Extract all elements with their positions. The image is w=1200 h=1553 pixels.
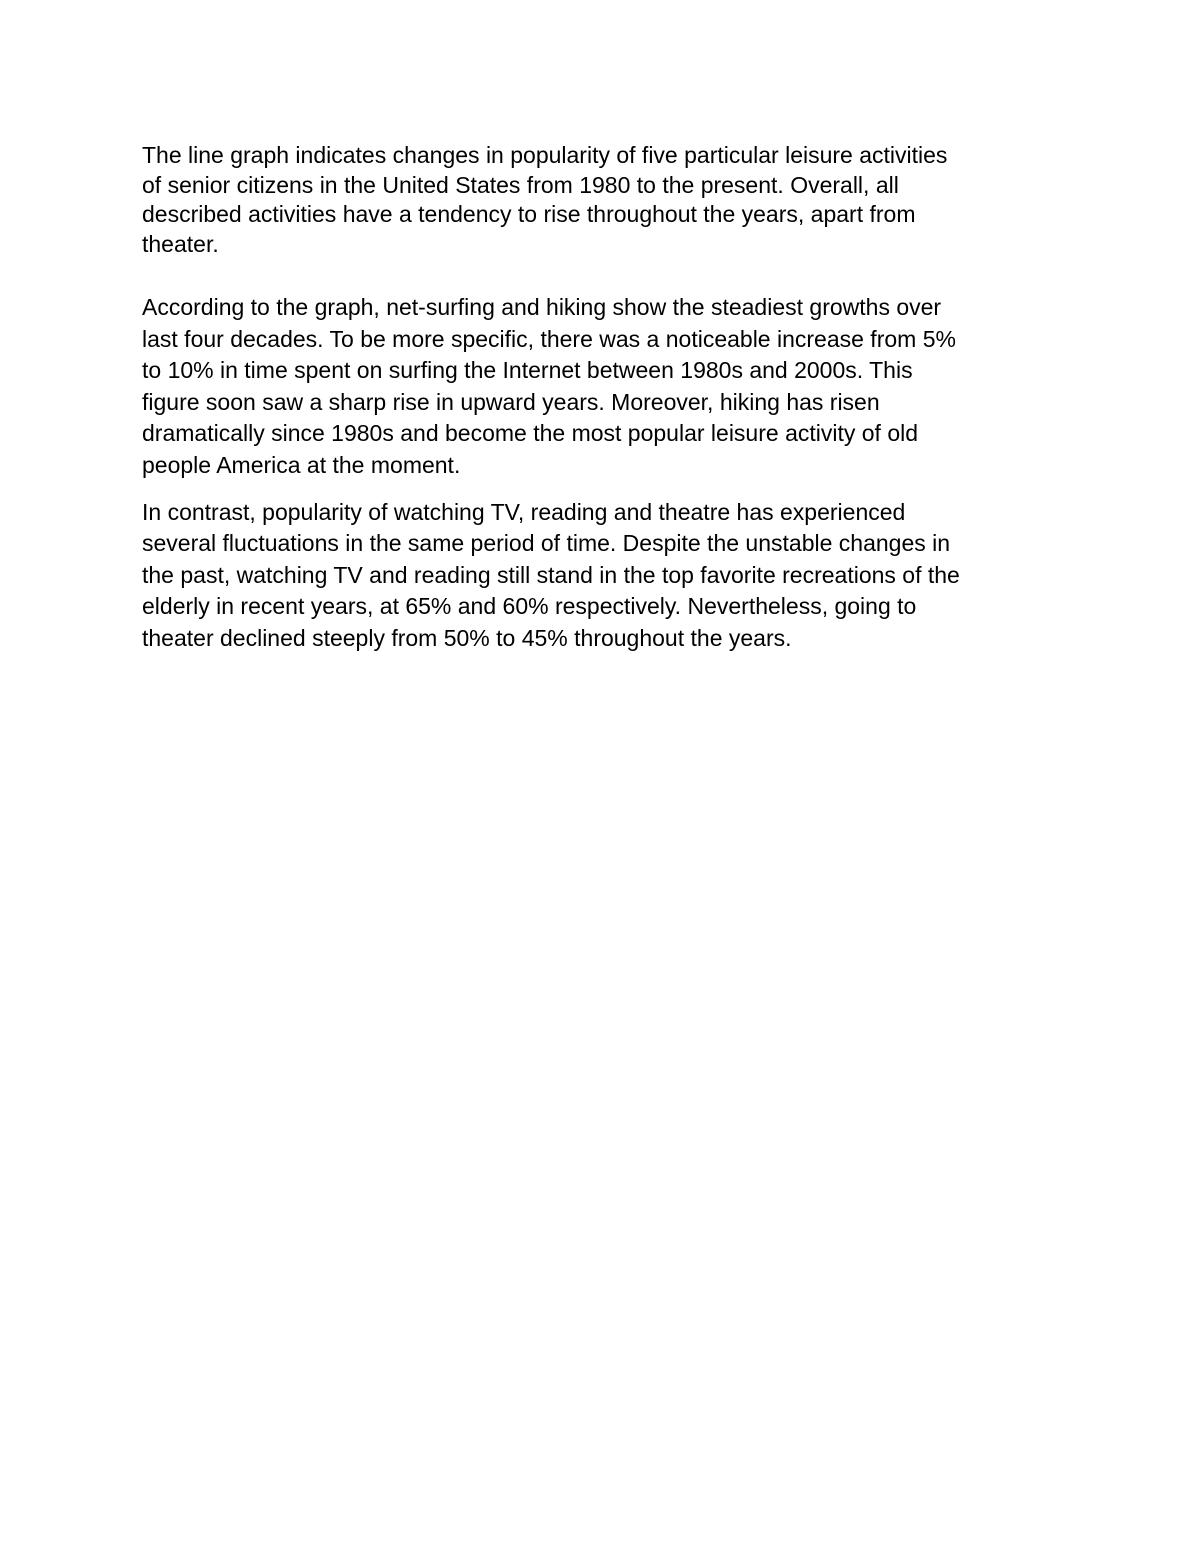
text-line: several fluctuations in the same period of time. Despite the unstable changes in — [142, 530, 951, 557]
text-line: to 10% in time spent on surfing the Internet between 1980s and 2000s. This — [142, 357, 913, 384]
paragraph-contrast — [142, 497, 1072, 655]
text-line: theater declined steeply from 50% to 45% throughout the years. — [142, 624, 792, 651]
text-line: figure soon saw a sharp rise in upward years. Moreover, hiking has risen — [142, 388, 880, 415]
text-line: According to the graph, net-surfing and hiking show the steadiest growths over — [142, 294, 942, 320]
document-body — [142, 141, 1072, 655]
paragraph-growth — [142, 292, 1072, 482]
paragraph-overview — [142, 141, 1072, 259]
text-line: The line graph indicates changes in popularity of five particular leisure activities — [142, 142, 948, 168]
text-line: people America at the moment. — [142, 451, 461, 478]
text-line: elderly in recent years, at 65% and 60% respectively. Nevertheless, going to — [142, 593, 917, 620]
text-line: last four decades. To be more specific, there was a noticeable increase from 5% — [142, 325, 956, 352]
text-line: of senior citizens in the United States from 1980 to the present. Overall, all — [142, 171, 899, 198]
text-line: In contrast, popularity of watching TV, reading and theatre has experienced — [142, 498, 906, 525]
text-line: the past, watching TV and reading still stand in the top favorite recreations of the — [142, 561, 960, 588]
text-line: theater. — [142, 230, 219, 257]
text-line: dramatically since 1980s and become the most popular leisure activity of old — [142, 420, 919, 447]
text-line: described activities have a tendency to rise throughout the years, apart from — [142, 201, 916, 227]
